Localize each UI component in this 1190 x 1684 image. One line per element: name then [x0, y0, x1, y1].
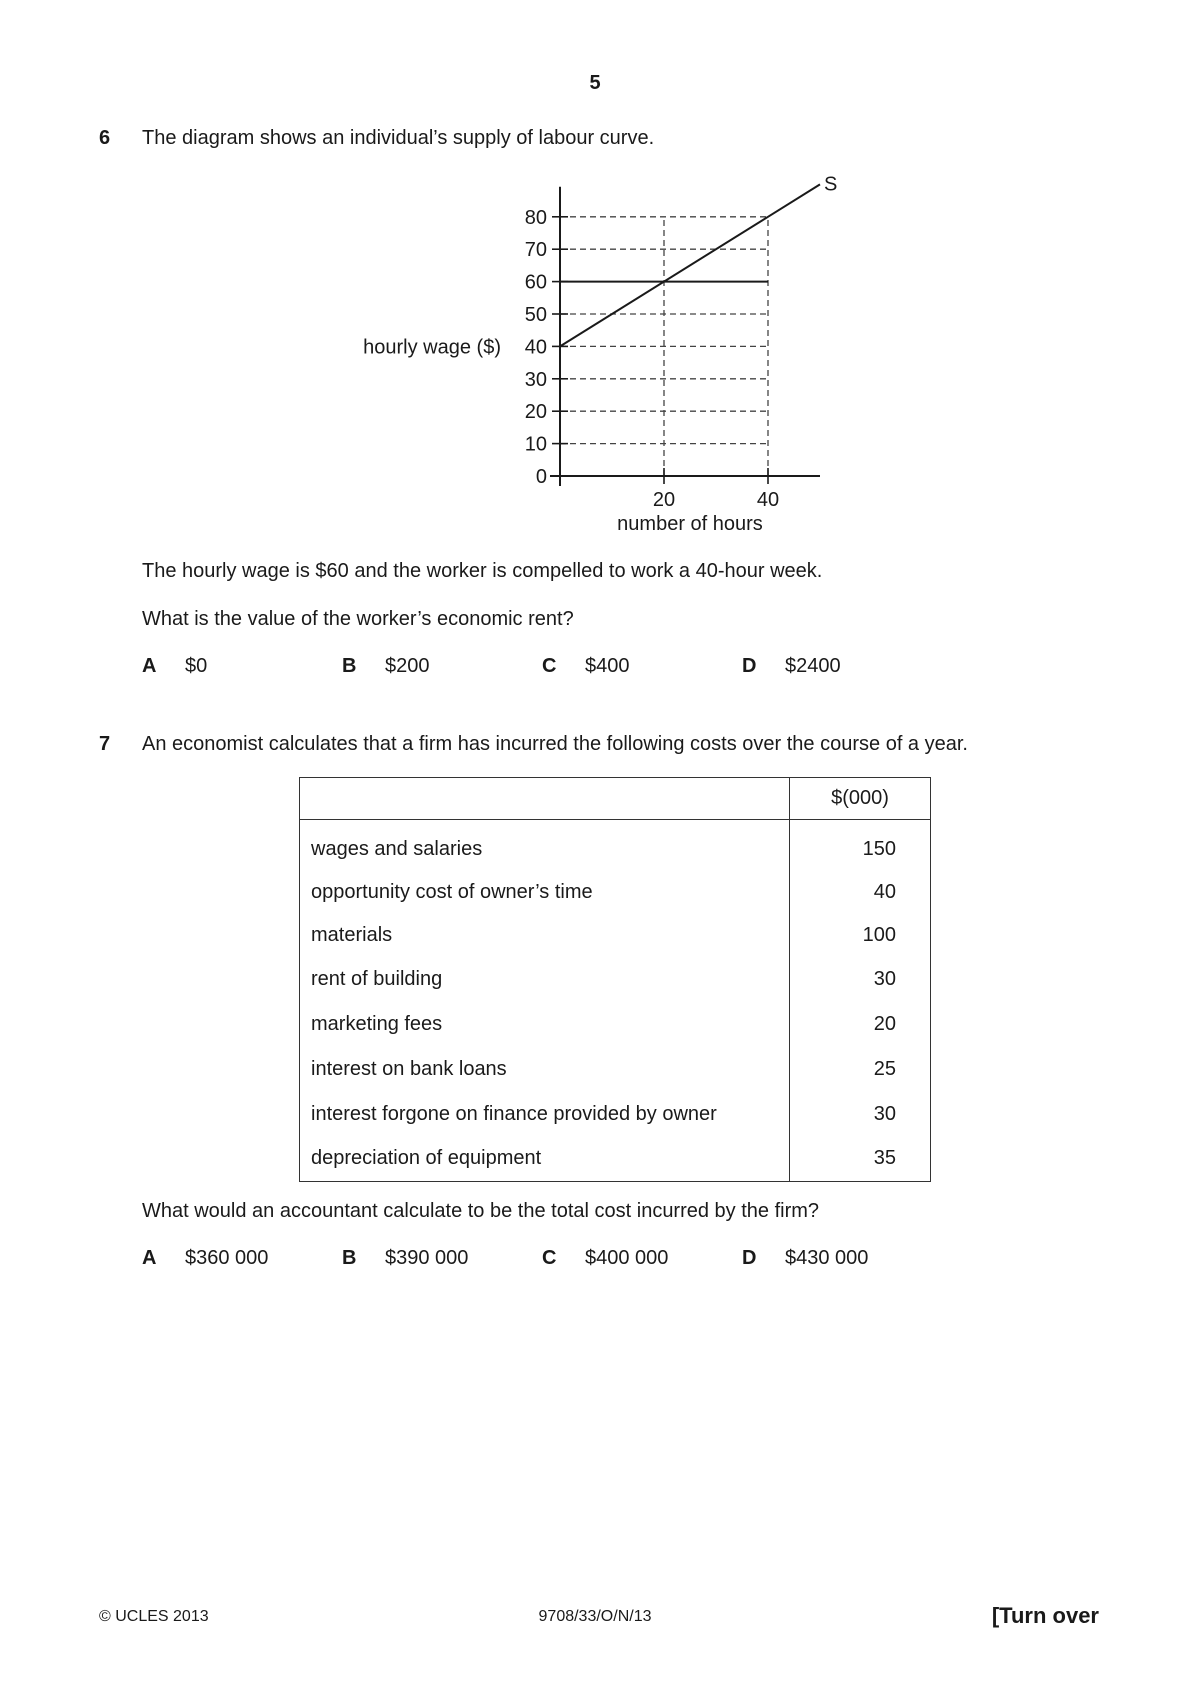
footer-copyright: © UCLES 2013 — [99, 1608, 209, 1625]
question-7-intro: An economist calculates that a firm has incurred the following costs over the course of a year. — [142, 733, 968, 755]
row-item: rent of building — [300, 957, 790, 1002]
q6-option-d-value: $2400 — [785, 655, 841, 677]
y-tick-label: 10 — [524, 433, 547, 456]
footer-turn-over: [Turn over — [991, 1603, 1099, 1628]
y-tick-label: 40 — [524, 336, 547, 359]
q7-option-a-letter: A — [142, 1247, 157, 1269]
q6-option-a-value: $0 — [185, 655, 208, 677]
x-axis-label: number of hours — [617, 513, 763, 535]
row-value: 25 — [873, 1057, 896, 1080]
row-item: wages and salaries — [300, 820, 790, 872]
table-header-row — [300, 778, 931, 820]
row-item: interest on bank loans — [300, 1047, 790, 1092]
q6-option-a-letter: A — [142, 655, 157, 677]
q6-option-d-letter: D — [742, 655, 757, 677]
question-7-number: 7 — [99, 733, 111, 755]
q7-option-d-value: $430 000 — [785, 1247, 869, 1269]
x-tick-label: 40 — [756, 489, 780, 511]
table-row — [300, 872, 931, 914]
q7-option-c-letter: C — [542, 1247, 557, 1269]
row-value: 30 — [873, 1102, 896, 1125]
cost-table — [299, 777, 931, 1182]
question-6-intro: The diagram shows an individual’s supply of labour curve. — [142, 127, 655, 149]
page-number: 5 — [589, 72, 601, 94]
y-tick-label: 60 — [524, 271, 547, 294]
y-tick-label: 70 — [524, 239, 547, 262]
curve-label-s: S — [824, 173, 838, 196]
y-tick-label: 20 — [524, 401, 547, 424]
y-tick-label: 0 — [535, 466, 547, 488]
y-axis-label: hourly wage ($) — [363, 336, 501, 359]
x-tick-label: 20 — [652, 489, 676, 511]
y-tick-label: 80 — [524, 206, 547, 229]
row-item: interest forgone on finance provided by owner — [300, 1092, 790, 1137]
series — [560, 184, 820, 346]
supply-curve-s — [560, 184, 820, 346]
x-ticks — [653, 468, 779, 511]
q7-option-d-letter: D — [742, 1247, 757, 1269]
q6-option-b-value: $200 — [385, 655, 430, 677]
table-row — [300, 1092, 931, 1137]
row-value: 20 — [873, 1012, 896, 1035]
row-item: materials — [300, 914, 790, 957]
question-6-number: 6 — [99, 127, 111, 149]
row-item: marketing fees — [300, 1002, 790, 1047]
q6-option-b-letter: B — [342, 655, 357, 677]
y-tick-label: 50 — [524, 304, 547, 326]
question-7-question: What would an accountant calculate to be the total cost incurred by the firm? — [142, 1200, 820, 1222]
row-item: opportunity cost of owner’s time — [300, 872, 790, 914]
question-6-text2: What is the value of the worker’s economic rent? — [142, 608, 574, 630]
row-value: 150 — [862, 838, 896, 861]
q7-option-c-value: $400 000 — [585, 1247, 669, 1269]
table-row — [300, 1047, 931, 1092]
table-row — [300, 1002, 931, 1047]
table-row — [300, 1137, 931, 1182]
row-value: 100 — [862, 923, 896, 946]
row-value: 30 — [873, 967, 896, 990]
q6-option-c-letter: C — [542, 655, 557, 677]
grid-lines — [560, 217, 768, 476]
q7-option-b-letter: B — [342, 1247, 357, 1269]
axes — [550, 187, 820, 486]
row-value: 40 — [873, 881, 896, 903]
labour-supply-chart — [0, 160, 1190, 550]
row-value: 35 — [873, 1147, 896, 1170]
table-row — [300, 957, 931, 1002]
table-header-blank — [300, 778, 790, 820]
footer-paper-code: 9708/33/O/N/13 — [538, 1608, 652, 1625]
y-tick-label: 30 — [524, 368, 547, 391]
q7-option-a-value: $360 000 — [185, 1247, 269, 1269]
table-row — [300, 914, 931, 957]
table-header-unit: $(000) — [790, 778, 931, 820]
question-6-text1: The hourly wage is $60 and the worker is compelled to work a 40-hour week. — [142, 560, 823, 582]
row-item: depreciation of equipment — [300, 1137, 790, 1182]
table-row — [300, 820, 931, 872]
q6-option-c-value: $400 — [585, 655, 630, 677]
q7-option-b-value: $390 000 — [385, 1247, 469, 1269]
y-ticks — [525, 207, 568, 488]
